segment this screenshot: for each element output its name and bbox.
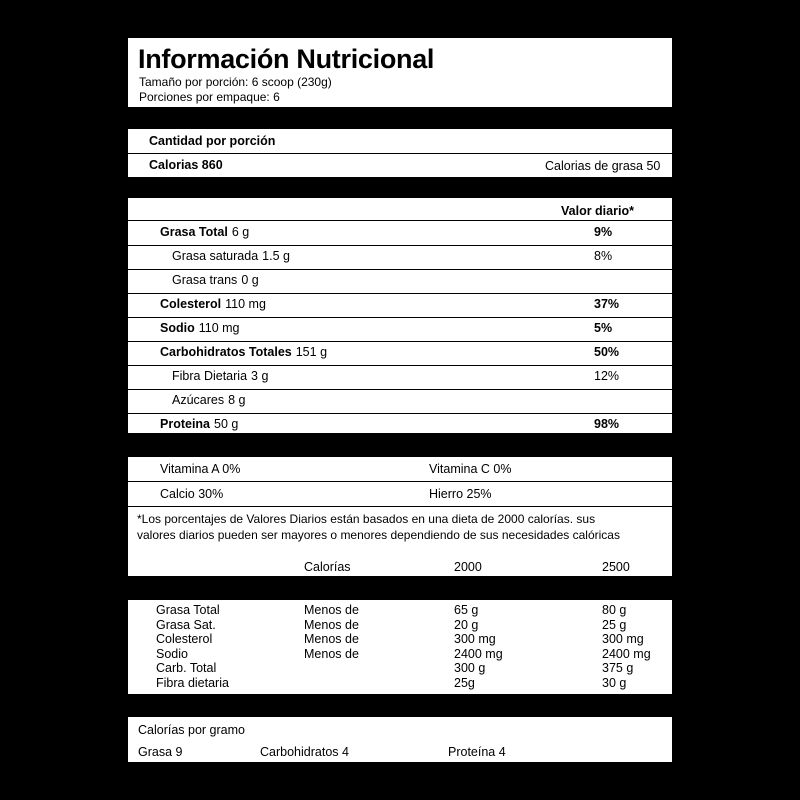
label-title: Información Nutricional xyxy=(138,44,435,74)
nutrient-row xyxy=(128,245,672,270)
mineral-row xyxy=(128,482,672,507)
nutrient-amount: 110 mg xyxy=(225,297,266,311)
dv-row-qualifier: Menos de xyxy=(304,632,359,647)
dv-table-header-label: Calorías xyxy=(304,560,351,574)
calories-from-fat: Calorias de grasa 50 xyxy=(545,159,661,173)
dv-row-2000: 20 g xyxy=(454,617,479,632)
nutrient-label xyxy=(172,273,259,287)
footnote-line-1: *Los porcentajes de Valores Diarios están basados en una dieta de 2000 calorías. sus xyxy=(137,512,596,526)
nutrient-daily-value: 50% xyxy=(594,345,620,359)
dv-row-2000: 300 mg xyxy=(454,632,496,647)
nutrient-amount: 151 g xyxy=(295,345,328,359)
nutrient-label xyxy=(160,345,327,359)
dv-row-qualifier: Menos de xyxy=(304,617,359,632)
nutrient-amount: 8 g xyxy=(228,393,246,407)
nutrient-label xyxy=(160,297,266,311)
calcium: Calcio 30% xyxy=(160,487,224,501)
calories-per-gram-carbs: Carbohidratos 4 xyxy=(260,745,349,759)
dv-row-2500: 30 g xyxy=(602,676,627,690)
nutrient-amount: 0 g xyxy=(241,273,259,287)
nutrient-row xyxy=(128,221,672,246)
calories-per-gram-protein: Proteína 4 xyxy=(448,745,506,759)
nutrient-daily-value: 9% xyxy=(594,225,613,239)
dv-row-name: Carb. Total xyxy=(156,661,217,676)
calories-per-gram-fat: Grasa 9 xyxy=(138,745,183,759)
daily-value-header: Valor diario* xyxy=(561,204,634,218)
divider xyxy=(128,153,672,154)
dv-row-2000: 300 g xyxy=(454,661,486,676)
nutrient-row xyxy=(128,365,672,390)
nutrient-daily-value: 8% xyxy=(594,249,613,263)
nutrient-row xyxy=(128,317,672,342)
nutrient-name: Carbohidratos Totales xyxy=(160,345,292,359)
nutrient-name: Grasa trans xyxy=(172,273,238,287)
dv-row-qualifier: Menos de xyxy=(304,646,359,661)
nutrient-name: Sodio xyxy=(160,321,195,335)
nutrient-label xyxy=(160,225,249,239)
nutrient-label xyxy=(172,369,268,383)
vitamin-row xyxy=(128,457,672,482)
dv-row-2500: 80 g xyxy=(602,603,627,617)
nutrient-label xyxy=(160,417,238,431)
nutrient-row xyxy=(128,269,672,294)
dv-row-2000: 25g xyxy=(454,676,475,690)
dv-row-2000: 65 g xyxy=(454,603,479,617)
nutrient-name: Azúcares xyxy=(172,393,225,407)
vitamin-a: Vitamina A 0% xyxy=(160,462,241,476)
dv-row-2500: 300 mg xyxy=(602,632,644,647)
nutrient-amount: 1.5 g xyxy=(262,249,290,263)
amount-per-serving: Cantidad por porción xyxy=(149,134,276,148)
nutrient-daily-value: 98% xyxy=(594,417,620,431)
thick-divider xyxy=(128,177,672,198)
nutrient-label xyxy=(172,393,246,407)
dv-row-name: Grasa Sat. xyxy=(156,617,216,632)
nutrient-row xyxy=(128,293,672,318)
nutrient-row xyxy=(128,341,672,366)
nutrient-row xyxy=(128,389,672,414)
nutrient-amount: 110 mg xyxy=(198,321,240,335)
footnote-line-2: valores diarios pueden ser mayores o menores dependiendo de sus necesidades calóricas xyxy=(137,528,620,542)
dv-row-qualifier: Menos de xyxy=(304,603,359,617)
vitamin-c: Vitamina C 0% xyxy=(429,462,512,476)
nutrient-name: Proteina xyxy=(160,417,211,431)
nutrient-daily-value: 12% xyxy=(594,369,620,383)
iron: Hierro 25% xyxy=(429,487,492,501)
dv-row-2000: 2400 mg xyxy=(454,646,503,661)
nutrient-amount: 50 g xyxy=(214,417,239,431)
thick-divider xyxy=(128,107,672,129)
dv-table-header-2000: 2000 xyxy=(454,560,482,574)
dv-row-name: Grasa Total xyxy=(156,603,220,617)
nutrition-facts-label xyxy=(128,38,672,762)
nutrient-amount: 6 g xyxy=(231,225,250,239)
dv-row-name: Colesterol xyxy=(156,632,213,647)
thick-divider xyxy=(128,694,672,717)
nutrient-label xyxy=(172,249,290,263)
dv-row-name: Fibra dietaria xyxy=(156,676,229,690)
servings-per-container: Porciones por empaque: 6 xyxy=(139,90,280,104)
calories: Calorias 860 xyxy=(149,158,223,172)
dv-row-2500: 25 g xyxy=(602,617,627,632)
nutrient-name: Fibra Dietaria xyxy=(172,369,248,383)
nutrient-name: Grasa saturada xyxy=(172,249,259,263)
thick-divider xyxy=(128,576,672,600)
dv-row-2500: 2400 mg xyxy=(602,646,651,661)
dv-table-header-2500: 2500 xyxy=(602,560,630,574)
nutrient-name: Grasa Total xyxy=(160,225,228,239)
dv-row-name: Sodio xyxy=(156,646,188,661)
thick-divider xyxy=(128,433,672,457)
nutrient-daily-value: 5% xyxy=(594,321,613,335)
nutrient-name: Colesterol xyxy=(160,297,222,311)
nutrient-label xyxy=(160,321,239,335)
serving-size: Tamaño por porción: 6 scoop (230g) xyxy=(139,75,332,89)
dv-row-2500: 375 g xyxy=(602,661,634,676)
nutrient-daily-value: 37% xyxy=(594,297,620,311)
calories-per-gram-label: Calorías por gramo xyxy=(138,723,245,737)
nutrient-amount: 3 g xyxy=(251,369,269,383)
